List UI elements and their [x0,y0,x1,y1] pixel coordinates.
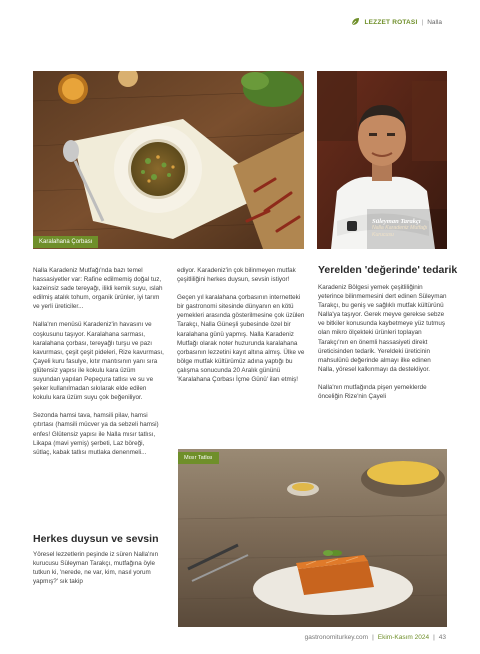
section-title: LEZZET ROTASI [364,18,418,26]
paragraph: Karadeniz Bölgesi yemek çeşitliliğinin yeterince bilinmemesini dert edinen Süleyman Tarakçı, bu geniş ve sağlıklı mutfak kültürünü Nalla'ya taşıyor. Gerek meyve gerekse sebze ve bitkiler konusunda kaybetmeye yüz tutmuş olan mikro ölçekteki ürünleri toplayan Tarakçı'nın en önemli hassasiyeti direkt üreticisinden tedarik. Yereldeki üreticinin mahsulünü değerinde almayı ilke edinen Nalla, yöresel kalkınmayı da destekliyor. [318,284,447,373]
leaf-icon [350,17,360,27]
column-3 [318,283,447,410]
paragraph: Nalla'nın mutfağında pişen yemeklerde önceliğin Rize'nin Çayeli [318,383,427,401]
page-header [350,17,442,27]
paragraph: ediyor. Karadeniz'in çok bilinmeyen mutfak çeşitliliğini herkes duysun, sevsin istiyor! [177,267,296,284]
chef-name: Süleyman Tarakçı [372,218,421,225]
paragraph: Nalla'nın menüsü Karadeniz'in havasını ve coşkusunu taşıyor. Karalahana sarması, karalahana çorbası, tereyağlı turşu ve pazı kavurması, çeşit çeşit pideleri, Rize kavurması, Çayeli kuru fasulye, kıtır mantısının yanı sıra glütensiz yapısı ile kokulu kara üzüm suyundan yapılan Pepeçura tatlısı ve su ve şeker kullanılmadan sıkılarak elde edilen kokulu kara üzüm suyu çok beğeniliyor. [33,321,164,402]
column-1 [33,266,164,466]
dessert-photo [178,449,447,627]
footer-separator: | [433,634,435,641]
column-1-continued [33,550,168,595]
section-heading: Yerelden 'değerinde' tedarik [318,264,458,276]
website: gastronomiturkey.com [304,634,369,641]
column-2 [177,266,305,393]
issue-date: Ekim-Kasım 2024 [377,634,430,641]
soup-caption: Karalahana Çorbası [33,236,98,248]
chef-caption [372,218,446,239]
restaurant-name: Nalla [427,18,442,26]
section-heading: Herkes duysun ve sevsin [33,533,159,545]
footer-separator: | [372,634,374,641]
page-footer [305,634,446,641]
header-separator: | [421,18,424,26]
paragraph: Geçen yıl karalahana çorbasının internetteki bir gastronomi sitesinde dünyanın en kötü yemekleri arasında gösterilmesine çok üzülen Tarakçı, Nalla Güneşli şubesinde özel bir karalahana günü yapmış. Nalla Karadeniz Mutfağı olarak noter huzurunda karalahana çorbasının lezzetini kayıt altına almış. Ülke ve bölge mutfak kültürümüz adına yaptığı bu çalışma sonucunda 20 Aralık gününü 'Karalahana Çorbası İçme Günü' ilan etmiş! [177,294,305,384]
paragraph: Nalla Karadeniz Mutfağı'nda bazı temel hassasiyetler var: Rafine edilmemiş doğal tuz, kazeinsiz sade tereyağı, ilikli kemik suyu, ıslah edilmiş atalık tohum, organik ürünler, iyi tarım ve yerli üreticiler... [33,267,163,311]
paragraph: Sezonda hamsi tava, hamsili pilav, hamsi çıtırtası (hamsili mücver ya da sebzeli hamsi) enfes! Glütensiz yapısı ile Nalla mısır tatlısı, Likapa (mavi yemiş) şerbeti, Laz böreği, sütlaç, kabak tatlısı mutlaka denenmeli... [33,412,159,456]
chef-role: Nalla Karadeniz Mutfağı Kurucusu [372,225,428,238]
dessert-caption: Mısır Tatlısı [178,452,219,464]
page-number: 43 [438,634,446,641]
paragraph: Yöresel lezzetlerin peşinde iz süren Nalla'nın kurucusu Süleyman Tarakçı, mutfağına öyle tutkun ki, 'nerede, ne var, kim, nasıl yorum yapmış?' sık takip [33,551,159,586]
soup-photo [33,71,304,249]
